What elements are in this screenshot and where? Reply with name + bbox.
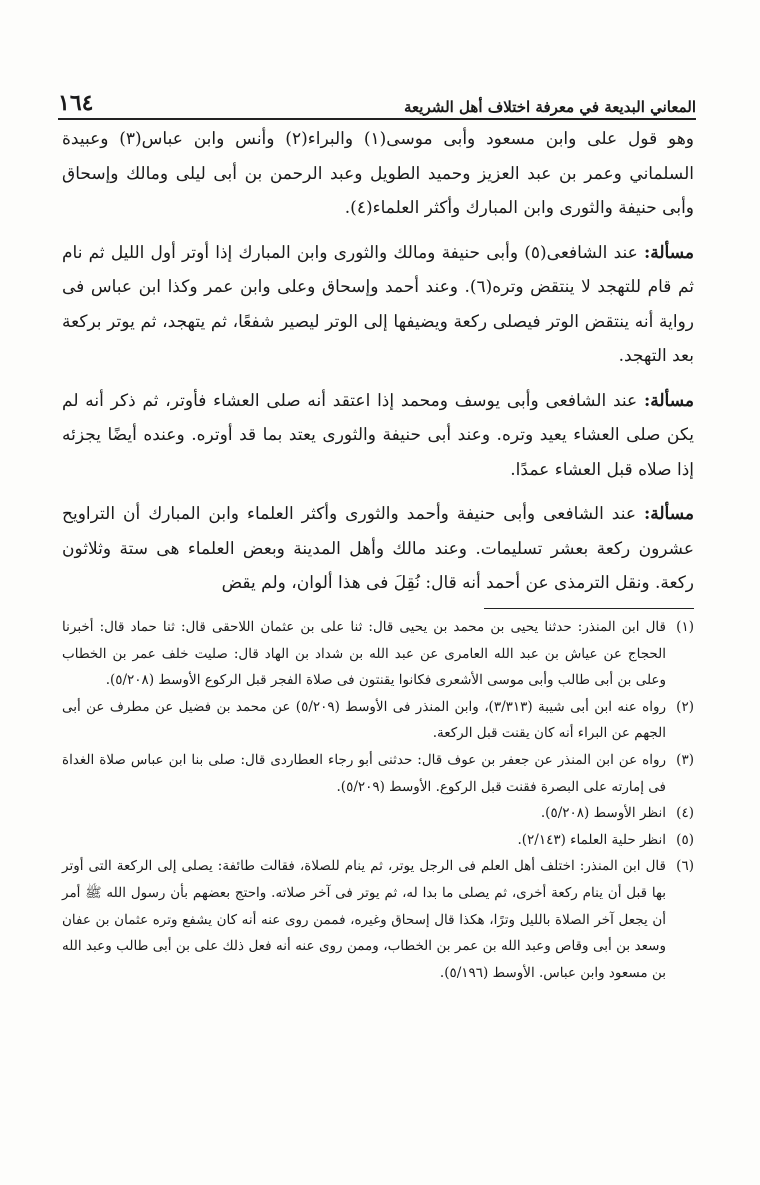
paragraph — [62, 122, 694, 226]
paragraph — [62, 384, 694, 488]
footnote-number: (٤) — [676, 805, 694, 822]
footnote-separator — [484, 608, 694, 609]
paragraph-text: عند الشافعى وأبى يوسف ومحمد إذا اعتقد أنه صلى العشاء فأوتر، ثم ذكر أنه لم يكن صلى العشاء يعيد وتره. وعند أبى حنيفة والثورى يعتد بما قد أوتره. وعنده أيضًا يجزئه إذا صلاه قبل العشاء عمدًا. — [62, 390, 694, 480]
paragraph-text: عند الشافعى وأبى حنيفة وأحمد والثورى وأكثر العلماء وابن المبارك أن التراويح عشرون ركعة بعشر تسليمات. وعند مالك وأهل المدينة وبعض العلماء هى ستة وثلاثون ركعة. ونقل الترمذى عن أحمد أنه قال: نُقِلَ فى هذا ألوان، ولم يقض — [62, 504, 694, 593]
footnote-text: رواه عنه ابن أبى شيبة (٣/٣١٣)، وابن المنذر فى الأوسط (٥/٢٠٩) عن محمد بن فضيل عن مطرف عن أبى الجهم عن البراء أنه كان يقنت قبل الركعة. — [62, 698, 666, 742]
paragraph — [62, 236, 694, 374]
footnote-text: رواه عن ابن المنذر عن جعفر بن عوف قال: حدثنى أبو رجاء العطاردى قال: صلى بنا ابن عباس صلاة الغداة فى إمارته على البصرة فقنت قبل الركوع. الأوسط (٥/٢٠٩). — [62, 751, 666, 795]
running-title: المعاني البديعة في معرفة اختلاف أهل الشريعة — [403, 98, 696, 116]
footnote — [62, 614, 694, 694]
footnote — [62, 800, 694, 827]
footnote-text: انظر الأوسط (٥/٢٠٨). — [540, 805, 666, 822]
paragraph-text: وهو قول على وابن مسعود وأبى موسى(١) والبراء(٢) وأنس وابن عباس(٣) وعبيدة السلماني وعمر بن عبد العزيز وحميد الطويل وعبد الرحمن بن أبى ليلى ومالك وإسحاق وأبى حنيفة والثورى وابن المبارك وأكثر العلماء(٤). — [62, 129, 694, 218]
footnote-number: (٣) — [676, 751, 694, 768]
footnote-number: (٦) — [676, 858, 694, 875]
footnote — [62, 694, 694, 747]
paragraph-term: مسألة: — [643, 242, 694, 263]
paragraph-term: مسألة: — [643, 504, 694, 524]
footnotes — [62, 614, 694, 986]
footnote-number: (١) — [676, 619, 694, 635]
paragraph-term: مسألة: — [643, 390, 695, 411]
paragraph — [62, 497, 694, 601]
footnote-text: قال ابن المنذر: حدثنا يحيى بن محمد بن يحيى قال: ثنا على بن عثمان اللاحقى قال: ثنا حماد قال: أخبرنا الحجاج عن عياش بن عبد الله العامرى عن عبد الله بن شداد بن الهاد قال: صليت خلف عمر بن الخطاب وعلى بن أبى طالب وأبى موسى الأشعرى فكانوا يقنتون فى صلاة الفجر قبل الركوع الأوسط (٥/٢٠٨). — [62, 619, 666, 689]
paragraph-text: عند الشافعى(٥) وأبى حنيفة ومالك والثورى وابن المبارك إذا أوتر أول الليل ثم نام ثم قام للتهجد لا ينتقض وتره(٦). وعند أحمد وإسحاق وعلى وابن عمر وكذا ابن عباس فى رواية أنه ينتقض الوتر فيصلى ركعة ويضيفها إلى الوتر ليصير شفعًا، ثم يتهجد، ثم يوتر بركعة بعد التهجد. — [62, 242, 695, 366]
header-rule — [58, 118, 696, 120]
footnote — [62, 747, 694, 800]
page-number: ١٦٤ — [58, 90, 94, 116]
footnote — [62, 827, 694, 854]
footnote-number: (٢) — [676, 698, 694, 715]
page-header — [58, 82, 696, 116]
footnote-text: قال ابن المنذر: اختلف أهل العلم فى الرجل يوتر، ثم ينام للصلاة، فقالت طائفة: يصلى إلى الركعة التى أوتر بها قبل أن ينام ركعة أخرى، ثم يصلى ما بدا له، ثم يوتر فى آخر صلاته. واحتج بعضهم بأن رسول الله ﷺ أمر أن يجعل آخر الصلاة بالليل وترًا، هكذا قال إسحاق وغيره، فممن روى عنه أنه كان يشفع وتره عثمان بن عفان وسعد بن أبى وقاص وعبد الله بن عمر بن الخطاب، وممن روى عنه أنه فعل ذلك على بن أبى طالب وعبد الله بن مسعود وابن عباس. الأوسط (٥/١٩٦). — [62, 858, 666, 981]
main-text — [62, 122, 694, 611]
footnote — [62, 853, 694, 986]
footnote-number: (٥) — [676, 831, 694, 848]
footnote-text: انظر حلية العلماء (٢/١٤٣). — [517, 831, 666, 848]
